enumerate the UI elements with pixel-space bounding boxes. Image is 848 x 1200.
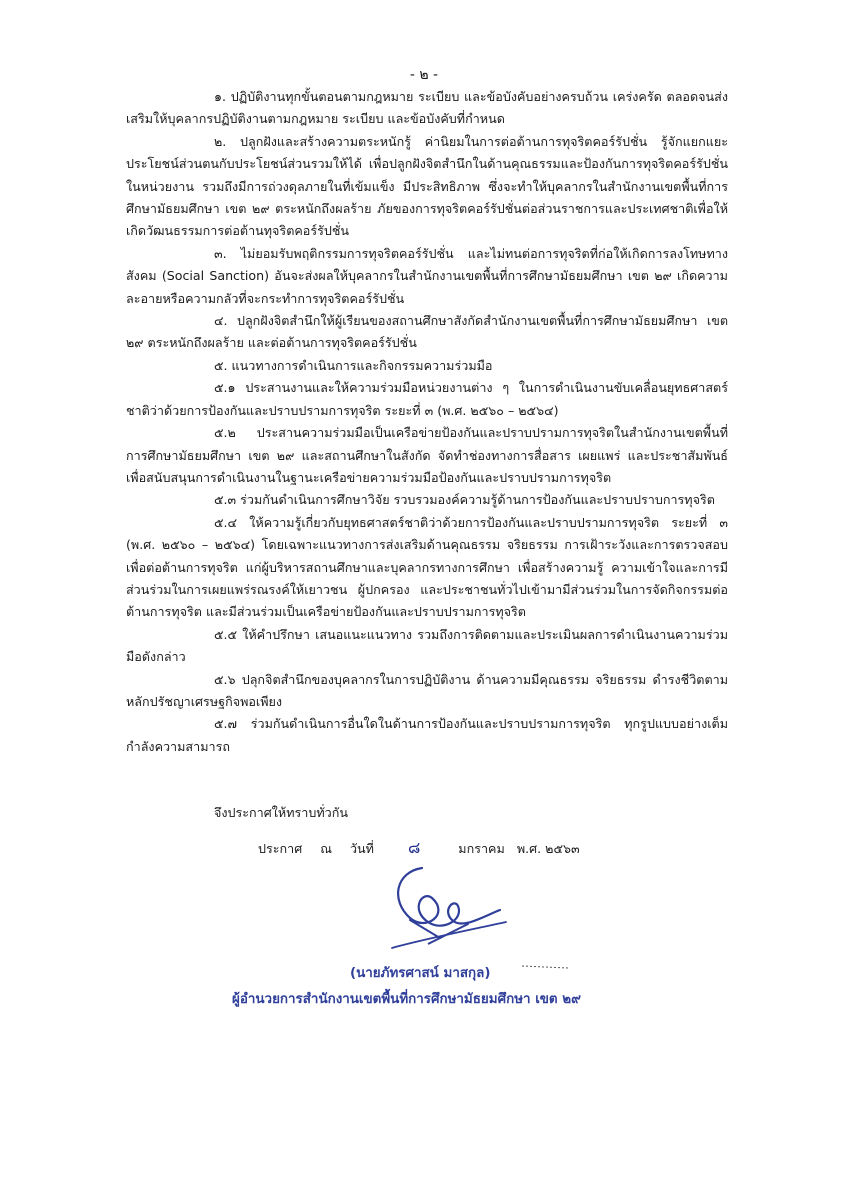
signer-position: ผู้อำนวยการสำนักงานเขตพื้นที่การศึกษามัธยมศึกษา เขต ๒๙ bbox=[232, 992, 581, 1007]
clause-5-5: ๕.๕ ให้คำปรึกษา เสนอแนะแนวทาง รวมถึงการติดตามและประเมินผลการดำเนินงานความร่วมมือดังกล่าว bbox=[126, 626, 728, 665]
date-month: มกราคม bbox=[458, 841, 505, 856]
dotted-line bbox=[522, 962, 570, 972]
clause-3: ๓. ไม่ยอมรับพฤติกรรมการทุจริตคอร์รัปชั่น และไม่ทนต่อการทุจริตที่ก่อให้เกิดการลงโทษทางสังคม (Social Sanction) อันจะส่งผลให้บุคลากรในสำนักงานเขตพื้นที่การศึกษามัธยมศึกษา เขต ๒๙ เกิดความละอายหรือความกลัวที่จะกระทำการทุจริตคอร์รัปชั่น bbox=[126, 245, 728, 306]
date-year: ๒๕๖๓ bbox=[545, 841, 580, 856]
signer-name: (นายภัทรศาสน์ มาสกุล) bbox=[350, 966, 491, 981]
page-number: - ๒ - bbox=[409, 67, 439, 83]
clause-5-1: ๕.๑ ประสานงานและให้ความร่วมมือหน่วยงานต่าง ๆ ในการดำเนินงานขับเคลื่อนยุทธศาสตร์ชาติว่าด้วยการป้องกันและปราบปรามการทุจริต ระยะที่ ๓ (พ.ศ. ๒๕๖๐ – ๒๕๖๔) bbox=[126, 380, 728, 418]
announcement-date bbox=[258, 837, 580, 860]
date-prefix: ประกาศ bbox=[258, 841, 303, 856]
handwritten-signature bbox=[370, 860, 510, 956]
announcement-body bbox=[126, 86, 728, 758]
clause-5-6: ๕.๖ ปลุกจิตสำนึกของบุคลากรในการปฏิบัติงาน ด้านความมีคุณธรรม จริยธรรม ดำรงชีวิตตามหลักปรัชญาเศรษฐกิจพอเพียง bbox=[126, 671, 728, 709]
date-era: พ.ศ. bbox=[516, 841, 542, 856]
closing-statement: จึงประกาศให้ทราบทั่วกัน bbox=[214, 805, 348, 820]
clause-5-3: ๕.๓ ร่วมกันดำเนินการศึกษาวิจัย รวบรวมองค์ความรู้ด้านการป้องกันและปราบปราบการทุจริต bbox=[214, 492, 715, 508]
date-at: ณ bbox=[320, 841, 332, 856]
clause-2: ๒. ปลูกฝังและสร้างความตระหนักรู้ ค่านิยมในการต่อต้านการทุจริตคอร์รัปชั่น รู้จักแยกแยะประโยชน์ส่วนตนกับประโยชน์ส่วนรวมให้ได้ เพื่อปลูกฝังจิตสำนึกในด้านคุณธรรมและป้องกันการทุจริตคอร์รัปชั่นในหน่วยงาน รวมถึงมีการถ่วงดุลภายในที่เข้มแข็ง มีประสิทธิภาพ ซึ่งจะทำให้บุคลากรในสำนักงานเขตพื้นที่การศึกษามัธยมศึกษา เขต ๒๙ ตระหนักถึงผลร้าย ภัยของการทุจริตคอร์รัปชั่นต่อส่วนราชการและประเทศชาติเพื่อให้เกิดวัฒนธรรมการต่อต้านทุจริตคอร์รัปชั่น bbox=[126, 133, 728, 239]
clause-5-4: ๕.๔ ให้ความรู้เกี่ยวกับยุทธศาสตร์ชาติว่าด้วยการป้องกันและปราบปรามการทุจริต ระยะที่ ๓ (พ.ศ. ๒๕๖๐ – ๒๕๖๔) โดยเฉพาะแนวทางการส่งเสริมด้านคุณธรรม จริยธรรม การเฝ้าระวังและการตรวจสอบเพื่อต่อต้านการทุจริต แก่ผู้บริหารสถานศึกษาและบุคลากรทางการศึกษา เพื่อสร้างความรู้ ความเข้าใจและการมีส่วนร่วมในการเผยแพร่รณรงค์ให้เยาวชน ผู้ปกครอง และประชาชนทั่วไปเข้ามามีส่วนร่วมในการจัดกิจกรรมต่อต้านการทุจริต และมีส่วนร่วมเป็นเครือข่ายป้องกันและปราบปรามการทุจริต bbox=[126, 514, 728, 620]
date-day-label: วันที่ bbox=[349, 841, 374, 856]
clause-5-2: ๕.๒ ประสานความร่วมมือเป็นเครือข่ายป้องกันและปราบปรามการทุจริตในสำนักงานเขตพื้นที่การศึกษามัธยมศึกษา เขต ๒๙ และสถานศึกษาในสังกัด จัดทำช่องทางการสื่อสาร เผยแพร่ และประชาสัมพันธ์เพื่อสนับสนุนการดำเนินงานในฐานะเครือข่ายความร่วมมือป้องกันและปราบปรามการทุจริต bbox=[126, 425, 728, 485]
clause-5-heading: ๕. แนวทางการดำเนินการและกิจกรรมความร่วมมือ bbox=[214, 357, 493, 373]
clause-1: ๑. ปฏิบัติงานทุกขั้นตอนตามกฎหมาย ระเบียบ และข้อบังคับอย่างครบถ้วน เคร่งครัด ตลอดจนส่งเสริมให้บุคลากรปฏิบัติงานตามกฎหมาย ระเบียบ และข้อบังคับที่กำหนด bbox=[126, 89, 728, 127]
clause-4: ๔. ปลูกฝังจิตสำนึกให้ผู้เรียนของสถานศึกษาสังกัดสำนักงานเขตพื้นที่การศึกษามัธยมศึกษา เขต ๒๙ ตระหนักถึงผลร้าย และต่อต้านการทุจริตคอร์รัปชั่น bbox=[126, 313, 728, 351]
date-day: ๘ bbox=[407, 838, 421, 857]
clause-5-7: ๕.๗ ร่วมกันดำเนินการอื่นใดในด้านการป้องกันและปราบปรามการทุจริต ทุกรูปแบบอย่างเต็มกำลังความสามารถ bbox=[126, 716, 728, 754]
